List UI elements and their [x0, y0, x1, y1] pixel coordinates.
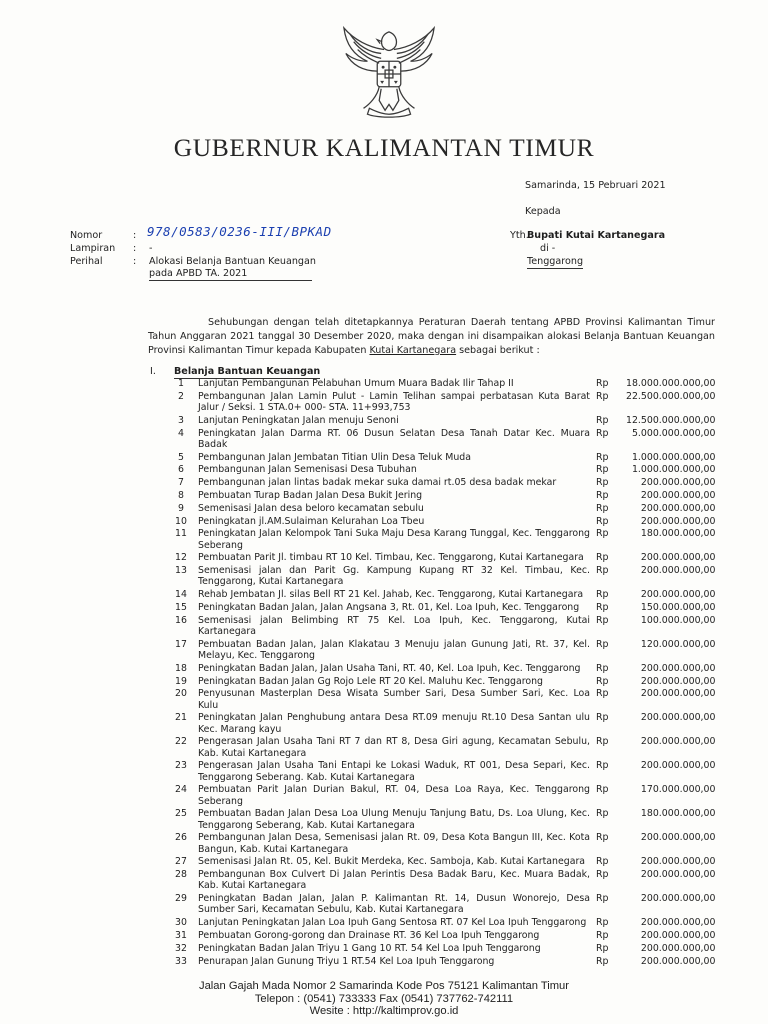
item-amount: 200.000.000,00 — [640, 893, 716, 905]
item-number: 30 — [175, 917, 187, 929]
section-number: I. — [150, 366, 156, 377]
table-row — [166, 856, 715, 869]
table-row — [166, 917, 715, 930]
table-row — [166, 676, 715, 689]
table-row — [166, 663, 715, 676]
item-description: Pembangunan Jalan Jembatan Titian Ulin Desa Teluk Muda — [198, 451, 472, 463]
item-currency: Rp — [596, 917, 609, 929]
item-number: 6 — [178, 464, 184, 476]
item-currency: Rp — [596, 378, 609, 389]
item-amount: 200.000.000,00 — [640, 688, 716, 700]
lampiran-value: - — [149, 243, 153, 254]
item-number: 21 — [175, 712, 187, 724]
item-number: 29 — [175, 893, 187, 905]
item-amount: 200.000.000,00 — [640, 552, 716, 564]
item-amount: 180.000.000,00 — [640, 808, 716, 820]
item-amount: 22.500.000.000,00 — [626, 390, 716, 402]
item-currency: Rp — [596, 893, 609, 905]
item-currency: Rp — [596, 489, 609, 501]
table-row — [166, 760, 715, 784]
section-title: Belanja Bantuan Keuangan — [174, 366, 321, 377]
table-row — [166, 503, 715, 516]
item-number: 5 — [178, 451, 184, 463]
item-currency: Rp — [596, 712, 609, 724]
item-description: Semenisasi jalan Belimbing RT 75 Kel. Loa Ipuh, Kec. Tenggarong, Kutai Kartanegara — [198, 614, 590, 637]
item-amount: 200.000.000,00 — [640, 662, 716, 674]
paragraph-main: Sehubungan dengan telah ditetapkannya Peraturan Daerah tentang APBD Provinsi Kalimantan Timur Tahun Anggaran 2021 tanggal 30 Desember 2020, maka dengan ini disampaikan alokasi Belanja Bantuan Keuangan Provinsi Kalimantan Timur kepada Kabupaten — [148, 317, 715, 356]
item-description: Peningkatan Badan Jalan Triyu 1 Gang 10 RT. 54 Kel Loa Ipuh Tenggarong — [198, 942, 541, 954]
item-number: 22 — [175, 736, 187, 748]
item-description: Pembuatan Gorong-gorong dan Drainase RT. 36 Kel Loa Ipuh Tenggarong — [198, 929, 540, 941]
item-currency: Rp — [596, 552, 609, 564]
item-currency: Rp — [596, 589, 609, 601]
item-currency: Rp — [596, 955, 609, 967]
table-row — [166, 552, 715, 565]
item-number: 17 — [175, 638, 187, 650]
item-amount: 200.000.000,00 — [640, 712, 716, 724]
item-currency: Rp — [596, 614, 609, 626]
table-row — [166, 565, 715, 589]
item-currency: Rp — [596, 414, 609, 426]
item-number: 1 — [178, 378, 184, 389]
item-currency: Rp — [596, 688, 609, 700]
item-amount: 1.000.000.000,00 — [631, 451, 716, 463]
kepada-label: Kepada — [525, 206, 561, 217]
item-number: 9 — [178, 502, 184, 514]
item-number: 11 — [175, 528, 187, 540]
allocation-table — [166, 378, 715, 968]
item-number: 19 — [175, 675, 187, 687]
lampiran-colon: : — [133, 243, 137, 254]
item-description: Semenisasi jalan dan Parit Gg. Kampung Kupang RT 32 Kel. Timbau, Kec. Tenggarong, Kutai Kartanegara — [198, 565, 590, 588]
table-row — [166, 712, 715, 736]
table-row — [166, 477, 715, 490]
item-currency: Rp — [596, 942, 609, 954]
table-row — [166, 602, 715, 615]
item-description: Pembangunan jalan lintas badak mekar suka damai rt.05 desa badak mekar — [198, 477, 557, 489]
item-amount: 200.000.000,00 — [640, 589, 716, 601]
item-number: 25 — [175, 808, 187, 820]
item-currency: Rp — [596, 464, 609, 476]
item-description: Pembangunan Jalan Lamin Pulut - Lamin Telihan sampai perbatasan Kuta Barat Jalur / Seksi. 1 STA.0+ 000- STA. 11+993,753 — [198, 390, 590, 413]
item-currency: Rp — [596, 808, 609, 820]
table-row — [166, 943, 715, 956]
item-number: 18 — [175, 662, 187, 674]
item-amount: 18.000.000.000,00 — [626, 378, 716, 389]
item-description: Peningkatan Badan Jalan Gg Rojo Lele RT 20 Kel. Maluhu Kec. Tenggarong — [198, 675, 544, 687]
item-description: Pembangunan Box Culvert Di Jalan Perintis Desa Badak Baru, Kec. Muara Badak, Kab. Kutai Kartanegara — [198, 869, 590, 892]
item-description: Semenisasi Jalan Rt. 05, Kel. Bukit Merdeka, Kec. Samboja, Kab. Kutai Kartanegara — [198, 856, 586, 868]
item-description: Rehab Jembatan Jl. silas Bell RT 21 Kel. Jahab, Kec. Tenggarong, Kutai Kartanegara — [198, 589, 584, 601]
item-amount: 200.000.000,00 — [640, 515, 716, 527]
item-currency: Rp — [596, 784, 609, 796]
garuda-emblem-icon — [340, 26, 438, 124]
paragraph-regency: Kutai Kartanegara — [369, 345, 457, 356]
table-row — [166, 589, 715, 602]
item-currency: Rp — [596, 638, 609, 650]
item-currency: Rp — [596, 502, 609, 514]
item-amount: 200.000.000,00 — [640, 502, 716, 514]
table-row — [166, 930, 715, 943]
table-row — [166, 490, 715, 503]
item-number: 4 — [178, 427, 184, 439]
allocation-table-body — [166, 378, 715, 968]
table-row — [166, 956, 715, 969]
item-amount: 200.000.000,00 — [640, 489, 716, 501]
item-currency: Rp — [596, 869, 609, 881]
table-row — [166, 391, 715, 415]
item-description: Peningkatan Jalan Darma RT. 06 Dusun Selatan Desa Tanah Datar Kec. Muara Badak — [198, 427, 590, 450]
item-amount: 180.000.000,00 — [640, 528, 716, 540]
table-row — [166, 736, 715, 760]
item-amount: 200.000.000,00 — [640, 856, 716, 868]
item-currency: Rp — [596, 856, 609, 868]
table-row — [166, 639, 715, 663]
item-number: 14 — [175, 589, 187, 601]
perihal-colon: : — [133, 256, 137, 267]
item-description: Semenisasi Jalan desa beloro kecamatan sebulu — [198, 502, 424, 514]
item-number: 7 — [178, 477, 184, 489]
item-amount: 120.000.000,00 — [640, 638, 716, 650]
item-description: Peningkatan Badan Jalan, Jalan Usaha Tani, RT. 40, Kel. Loa Ipuh, Kec. Tenggarong — [198, 662, 581, 674]
item-amount: 1.000.000.000,00 — [631, 464, 716, 476]
item-amount: 200.000.000,00 — [640, 869, 716, 881]
table-row — [166, 452, 715, 465]
recipient-name: Bupati Kutai Kartanegara — [527, 230, 666, 241]
item-currency: Rp — [596, 736, 609, 748]
footer-address: Jalan Gajah Mada Nomor 2 Samarinda Kode Pos 75121 Kalimantan Timur — [198, 980, 569, 992]
item-number: 10 — [175, 515, 187, 527]
perihal-label: Perihal — [70, 256, 103, 267]
item-number: 26 — [175, 832, 187, 844]
item-number: 33 — [175, 955, 187, 967]
item-number: 27 — [175, 856, 187, 868]
table-row — [166, 528, 715, 552]
table-row — [166, 808, 715, 832]
item-currency: Rp — [596, 832, 609, 844]
item-number: 3 — [178, 414, 184, 426]
item-amount: 100.000.000,00 — [640, 614, 716, 626]
item-number: 13 — [175, 565, 187, 577]
nomor-colon: : — [133, 230, 137, 241]
place-date: Samarinda, 15 Pebruari 2021 — [525, 180, 666, 191]
item-number: 24 — [175, 784, 187, 796]
table-row — [166, 415, 715, 428]
item-description: Penyusunan Masterplan Desa Wisata Sumber Sari, Desa Sumber Sari, Kec. Loa Kulu — [198, 688, 590, 711]
table-row — [166, 688, 715, 712]
table-row — [166, 893, 715, 917]
item-currency: Rp — [596, 565, 609, 577]
item-number: 20 — [175, 688, 187, 700]
di-label: di - — [540, 243, 556, 254]
item-description: Lanjutan Pembangunan Pelabuhan Umum Muara Badak Ilir Tahap II — [198, 378, 514, 389]
table-row — [166, 784, 715, 808]
item-description: Pembangunan Jalan Desa, Semenisasi jalan Rt. 09, Desa Kota Bangun III, Kec. Kota Bangun, Kab. Kutai Kartanegara — [198, 832, 590, 855]
item-description: Pengerasan Jalan Usaha Tani Entapi ke Lokasi Waduk, RT 001, Desa Separi, Kec. Tenggarong Seberang. Kab. Kutai Kartanegara — [198, 760, 590, 783]
perihal-line2: pada APBD TA. 2021 — [149, 268, 312, 281]
item-number: 12 — [175, 552, 187, 564]
item-number: 23 — [175, 760, 187, 772]
item-description: Penurapan Jalan Gunung Triyu 1 RT.54 Kel Loa Ipuh Tenggarong — [198, 955, 495, 967]
letterhead-title: GUBERNUR KALIMANTAN TIMUR — [173, 133, 595, 162]
item-description: Peningkatan Badan Jalan, Jalan P. Kalimantan Rt. 14, Dusun Wonorejo, Desa Sumber Sari, Kecamatan Sebulu, Kab. Kutai Kartanegara — [198, 893, 590, 916]
table-row — [166, 516, 715, 529]
item-description: Pembuatan Badan Jalan, Jalan Klakatau 3 Menuju jalan Gunung Jati, Rt. 37, Kel. Melayu, Kec. Tenggarong — [198, 638, 590, 661]
item-amount: 200.000.000,00 — [640, 929, 716, 941]
table-row — [166, 378, 715, 391]
table-row — [166, 615, 715, 639]
item-currency: Rp — [596, 662, 609, 674]
item-amount: 150.000.000,00 — [640, 601, 716, 613]
item-amount: 200.000.000,00 — [640, 955, 716, 967]
table-row — [166, 464, 715, 477]
footer-phone: Telepon : (0541) 733333 Fax (0541) 737762-742111 — [254, 993, 514, 1005]
item-currency: Rp — [596, 451, 609, 463]
item-currency: Rp — [596, 675, 609, 687]
item-currency: Rp — [596, 427, 609, 439]
opening-paragraph — [148, 316, 715, 358]
item-description: Lanjutan Peningkatan Jalan Loa Ipuh Gang Sentosa RT. 07 Kel Loa Ipuh Tenggarong — [198, 917, 587, 929]
table-row — [166, 869, 715, 893]
item-number: 28 — [175, 869, 187, 881]
item-amount: 200.000.000,00 — [640, 675, 716, 687]
nomor-label: Nomor — [70, 230, 103, 241]
item-description: Pembuatan Badan Jalan Desa Loa Ulung Menuju Tanjung Batu, Ds. Loa Ulung, Kec. Tenggarong Seberang, Kab. Kutai Kartanegara — [198, 808, 590, 831]
item-description: Peningkatan Jalan Kelompok Tani Suka Maju Desa Karang Tunggal, Kec. Tenggarong Seberang — [198, 528, 590, 551]
item-currency: Rp — [596, 929, 609, 941]
item-description: Pengerasan Jalan Usaha Tani RT 7 dan RT 8, Desa Giri agung, Kecamatan Sebulu, Kab. Kutai Kartanegara — [198, 736, 590, 759]
paragraph-end: sebagai berikut : — [456, 345, 540, 356]
item-number: 32 — [175, 942, 187, 954]
item-amount: 170.000.000,00 — [640, 784, 716, 796]
item-number: 2 — [178, 390, 184, 402]
item-amount: 5.000.000.000,00 — [631, 427, 716, 439]
table-row — [166, 428, 715, 452]
perihal-line1: Alokasi Belanja Bantuan Keuangan — [149, 256, 316, 267]
item-currency: Rp — [596, 601, 609, 613]
item-description: Peningkatan jl.AM.Sulaiman Kelurahan Loa Tbeu — [198, 515, 425, 527]
item-amount: 200.000.000,00 — [640, 477, 716, 489]
item-amount: 200.000.000,00 — [640, 942, 716, 954]
item-currency: Rp — [596, 760, 609, 772]
item-description: Pembangunan Jalan Semenisasi Desa Tubuhan — [198, 464, 417, 476]
nomor-value: 978/0583/0236-III/BPKAD — [147, 224, 332, 239]
item-number: 31 — [175, 929, 187, 941]
item-description: Peningkatan Badan Jalan, Jalan Angsana 3, Rt. 01, Kel. Loa Ipuh, Kec. Tenggarong — [198, 601, 580, 613]
item-amount: 200.000.000,00 — [640, 760, 716, 772]
table-row — [166, 832, 715, 856]
yth-label: Yth. — [510, 230, 529, 241]
item-number: 8 — [178, 489, 184, 501]
footer-website: Wesite : http://kaltimprov.go.id — [309, 1005, 459, 1017]
item-amount: 200.000.000,00 — [640, 832, 716, 844]
item-currency: Rp — [596, 390, 609, 402]
item-currency: Rp — [596, 515, 609, 527]
item-currency: Rp — [596, 528, 609, 540]
item-amount: 200.000.000,00 — [640, 565, 716, 577]
item-number: 15 — [175, 601, 187, 613]
item-amount: 200.000.000,00 — [640, 736, 716, 748]
item-description: Lanjutan Peningkatan Jalan menuju Senoni — [198, 414, 399, 426]
item-number: 16 — [175, 614, 187, 626]
item-description: Peningkatan Jalan Penghubung antara Desa RT.09 menuju Rt.10 Desa Santan ulu Kec. Marang kayu — [198, 712, 590, 735]
item-amount: 12.500.000.000,00 — [626, 414, 716, 426]
item-currency: Rp — [596, 477, 609, 489]
item-description: Pembuatan Parit Jalan Durian Bakul, RT. 04, Desa Loa Raya, Kec. Tenggarong Seberang — [198, 784, 590, 807]
item-description: Pembuatan Turap Badan Jalan Desa Bukit Jering — [198, 489, 423, 501]
lampiran-label: Lampiran — [70, 243, 116, 254]
item-amount: 200.000.000,00 — [640, 917, 716, 929]
item-description: Pembuatan Parit Jl. timbau RT 10 Kel. Timbau, Kec. Tenggarong, Kutai Kartanegara — [198, 552, 584, 564]
recipient-location: Tenggarong — [527, 256, 584, 267]
